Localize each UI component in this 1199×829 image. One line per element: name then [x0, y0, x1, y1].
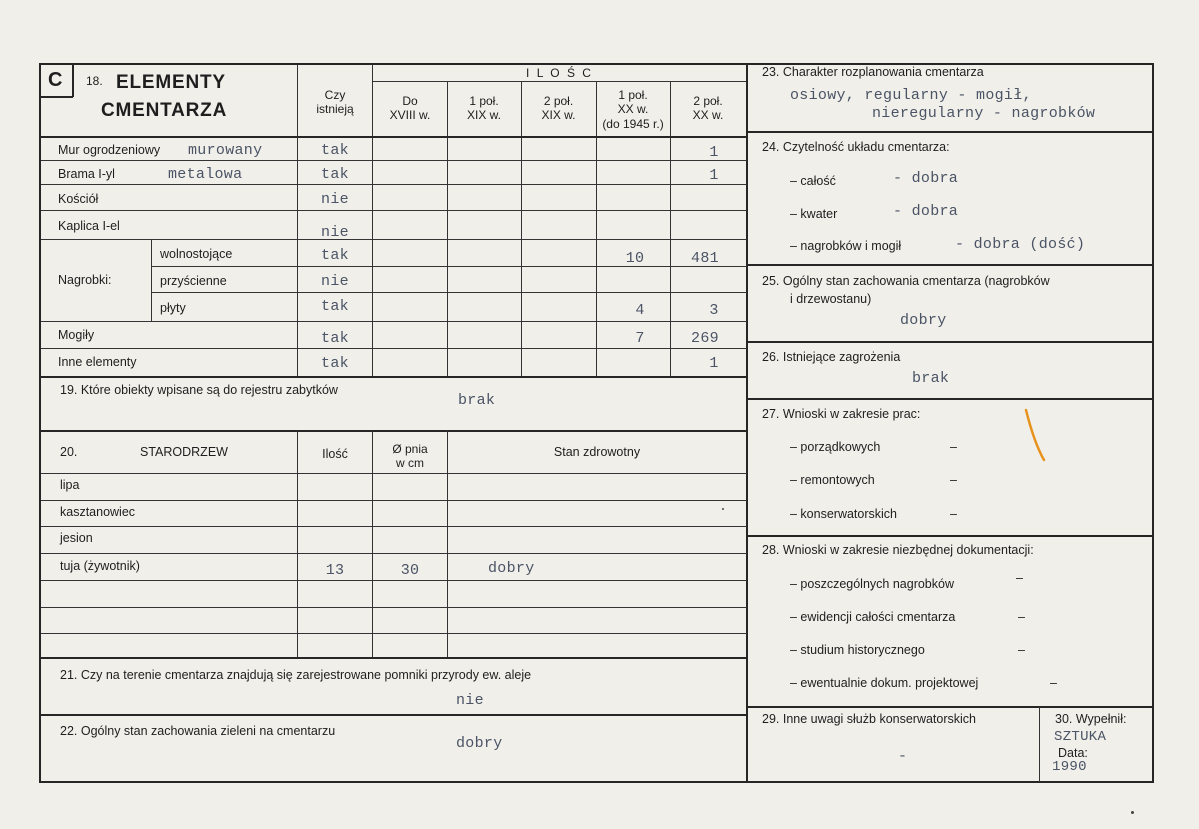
row-brama-note: metalowa	[168, 166, 243, 183]
s29-value: -	[898, 748, 908, 765]
tree-row-2-name: kasztanowiec	[60, 505, 136, 519]
nagrobki-wolno-p4: 10	[625, 250, 645, 267]
s25-label-line1: 25. Ogólny stan zachowania cmentarza (nagrobków	[762, 274, 1050, 288]
s27-label: 27. Wnioski w zakresie prac:	[762, 407, 921, 421]
s28-item-1-value: –	[1016, 571, 1023, 585]
row-mur-note: murowany	[188, 142, 263, 159]
s28-item-1-label: – poszczególnych nagrobków	[790, 577, 954, 591]
col-exists-l1: Czy	[324, 88, 346, 102]
period-3-l2: XIX w.	[541, 108, 576, 122]
s20-title: STARODRZEW	[140, 445, 228, 459]
nagrobki-wolno-p5: 481	[691, 250, 719, 267]
period-2-l2: XIX w.	[466, 108, 501, 122]
period-1-l2: XVIII w.	[389, 108, 431, 122]
speck	[722, 508, 724, 510]
nagrobki-label: Nagrobki:	[58, 273, 112, 287]
section-letter: C	[48, 69, 63, 91]
s27-item-1-value: –	[950, 440, 957, 454]
nagrobki-plyty-exists: tak	[321, 298, 349, 315]
s27-item-2-value: –	[950, 473, 957, 487]
row-kaplica-exists: nie	[321, 224, 349, 241]
s18-number: 18.	[86, 74, 103, 88]
mogily-p4: 7	[635, 330, 645, 347]
s20-col-pnia-l1: Ø pnia	[392, 442, 428, 456]
s30-date-label: Data:	[1058, 746, 1088, 760]
pencil-mark	[1022, 406, 1052, 466]
s22-label: 22. Ogólny stan zachowania zieleni na cmentarzu	[60, 724, 336, 738]
s23-value-line1: osiowy, regularny - mogił,	[790, 87, 1032, 104]
nagrobki-wolno-label: wolnostojące	[160, 247, 233, 261]
s28-item-2-label: – ewidencji całości cmentarza	[790, 610, 956, 624]
s29-label: 29. Inne uwagi służb konserwatorskich	[762, 712, 977, 726]
s30-name: SZTUKA	[1054, 729, 1107, 745]
s26-value: brak	[912, 370, 950, 387]
tree-row-4-name: tuja (żywotnik)	[60, 559, 140, 573]
s28-item-2-value: –	[1018, 610, 1025, 624]
speck	[1131, 811, 1134, 814]
tree-row-4-stan: dobry	[488, 560, 535, 577]
s18-title-line1: ELEMENTY	[116, 72, 226, 93]
col-exists-l2: istnieją	[316, 102, 354, 116]
nagrobki-plyty-label: płyty	[160, 301, 186, 315]
row-kaplica-label: Kaplica I-el	[58, 219, 120, 233]
s21-label: 21. Czy na terenie cmentarza znajdują się zarejestrowane pomniki przyrody ew. aleje	[60, 668, 532, 682]
s24-item-1-value: - dobra	[893, 170, 959, 187]
s20-col-stan: Stan zdrowotny	[553, 445, 641, 459]
row-mur-exists: tak	[321, 142, 349, 159]
inne-p5: 1	[709, 355, 719, 372]
s19-value: brak	[458, 392, 496, 409]
period-4-l3: (do 1945 r.)	[602, 117, 664, 131]
s28-label: 28. Wnioski w zakresie niezbędnej dokumentacji:	[762, 543, 1034, 557]
tree-row-3-name: jesion	[60, 531, 93, 545]
s19-label: 19. Które obiekty wpisane są do rejestru zabytków	[60, 383, 338, 397]
s28-item-3-value: –	[1018, 643, 1025, 657]
s22-value: dobry	[456, 735, 503, 752]
nagrobki-przysc-label: przyścienne	[160, 274, 227, 288]
tree-row-4-ilosc: 13	[325, 562, 345, 579]
period-1-l1: Do	[402, 94, 418, 108]
row-kosciol-exists: nie	[321, 191, 349, 208]
tree-row-4-pnia: 30	[400, 562, 420, 579]
s27-item-1-label: – porządkowych	[790, 440, 881, 454]
s28-item-4-value: –	[1050, 676, 1057, 690]
period-4-l1: 1 poł.	[618, 88, 648, 102]
s24-item-3-label: – nagrobków i mogił	[790, 239, 902, 253]
s20-number: 20.	[60, 445, 78, 459]
row-kosciol-label: Kościół	[58, 192, 99, 206]
row-mur-label: Mur ogrodzeniowy	[58, 143, 161, 157]
s23-value-line2: nieregularny - nagrobków	[872, 105, 1096, 122]
nagrobki-przysc-exists: nie	[321, 273, 349, 290]
s20-col-pnia-l2: w cm	[396, 456, 424, 470]
inne-label: Inne elementy	[58, 355, 137, 369]
mogily-exists: tak	[321, 330, 349, 347]
s28-item-4-label: – ewentualnie dokum. projektowej	[790, 676, 979, 690]
s24-item-2-value: - dobra	[893, 203, 959, 220]
row-mur-p5: 1	[709, 144, 719, 161]
nagrobki-plyty-p5: 3	[709, 302, 719, 319]
nagrobki-plyty-p4: 4	[635, 302, 645, 319]
inne-exists: tak	[321, 355, 349, 372]
s20-col-ilosc: Ilość	[322, 447, 348, 461]
s30-date: 1990	[1052, 759, 1087, 775]
period-2-l1: 1 poł.	[469, 94, 499, 108]
mogily-label: Mogiły	[58, 328, 95, 342]
row-brama-label: Brama I-yl	[58, 167, 115, 181]
s25-label-line2: i drzewostanu)	[790, 292, 872, 306]
nagrobki-wolno-exists: tak	[321, 247, 349, 264]
period-3-l1: 2 poł.	[543, 94, 574, 108]
period-4-l2: XX w.	[617, 102, 649, 116]
s24-item-3-value: - dobra (dość)	[955, 236, 1086, 253]
s27-item-3-value: –	[950, 507, 957, 521]
period-5-l1: 2 poł.	[693, 94, 723, 108]
s30-label: 30. Wypełnił:	[1055, 712, 1127, 726]
s26-label: 26. Istniejące zagrożenia	[762, 350, 901, 364]
s25-value: dobry	[900, 312, 947, 329]
s21-value: nie	[456, 692, 484, 709]
s24-item-1-label: – całość	[790, 174, 836, 188]
ilosc-header: I L O Ś C	[526, 66, 593, 80]
tree-row-1-name: lipa	[60, 478, 80, 492]
s23-label: 23. Charakter rozplanowania cmentarza	[762, 65, 984, 79]
row-brama-exists: tak	[321, 166, 349, 183]
s27-item-2-label: – remontowych	[790, 473, 875, 487]
s27-item-3-label: – konserwatorskich	[790, 507, 897, 521]
row-brama-p5: 1	[709, 167, 719, 184]
mogily-p5: 269	[691, 330, 719, 347]
s18-title-line2: CMENTARZA	[101, 100, 228, 121]
s24-item-2-label: – kwater	[790, 207, 838, 221]
period-5-l2: XX w.	[692, 108, 724, 122]
s28-item-3-label: – studium historycznego	[790, 643, 925, 657]
s24-label: 24. Czytelność układu cmentarza:	[762, 140, 950, 154]
